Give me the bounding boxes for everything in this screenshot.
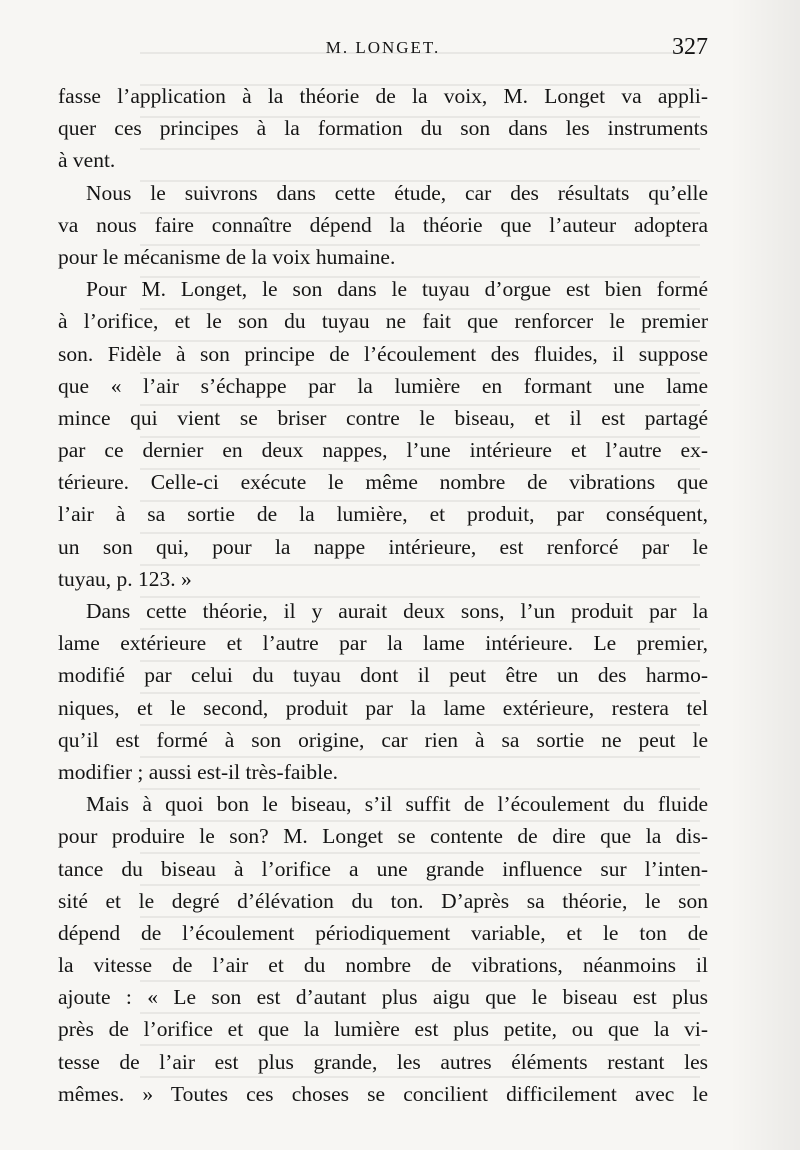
text-line: son. Fidèle à son principe de l’écoulement des fluides, il suppose <box>58 341 708 366</box>
running-head: M. LONGET. <box>325 38 441 57</box>
text-line: dépend de l’écoulement périodiquement variable, et le ton de <box>58 920 708 945</box>
page-header <box>58 34 708 70</box>
page-number: 327 <box>672 34 708 60</box>
text-line: niques, et le second, produit par la lame extérieure, restera tel <box>58 695 708 720</box>
text-line: mêmes. » Toutes ces choses se concilient difficilement avec le <box>58 1081 708 1106</box>
text-line: qu’il est formé à son origine, car rien à sa sortie ne peut le <box>58 727 708 752</box>
text-line: tance du biseau à l’orifice a une grande influence sur l’inten- <box>58 856 708 881</box>
text-line: la vitesse de l’air et du nombre de vibrations, néanmoins il <box>58 953 708 978</box>
text-line: près de l’orifice et que la lumière est plus petite, ou que la vi- <box>58 1017 708 1042</box>
page-edge-shadow <box>730 0 800 1150</box>
text-line: fasse l’application à la théorie de la voix, M. Longet va appli- <box>58 84 708 108</box>
text-line: pour produire le son? M. Longet se contente de dire que la dis- <box>58 824 708 849</box>
text-line: ajoute : « Le son est d’autant plus aigu que le biseau est plus <box>58 985 708 1010</box>
text-line: Dans cette théorie, il y aurait deux sons, l’un produit par la <box>86 599 708 623</box>
text-line: tesse de l’air est plus grande, les autres éléments restant les <box>58 1049 708 1074</box>
text-line: à vent. <box>58 148 116 173</box>
text-line: un son qui, pour la nappe intérieure, est renforcé par le <box>58 534 708 559</box>
text-line: lame extérieure et l’autre par la lame intérieure. Le premier, <box>58 631 708 656</box>
text-line: quer ces principes à la formation du son dans les instruments <box>58 116 708 141</box>
text-line: que « l’air s’échappe par la lumière en formant une lame <box>58 373 708 398</box>
text-line: sité et le degré d’élévation du ton. D’après sa théorie, le son <box>58 888 708 913</box>
text-line: tuyau, p. 123. » <box>58 566 192 591</box>
text-line: modifier ; aussi est-il très-faible. <box>58 759 339 784</box>
text-line: Mais à quoi bon le biseau, s’il suffit de l’écoulement du fluide <box>86 792 708 817</box>
text-line: par ce dernier en deux nappes, l’une intérieure et l’autre ex- <box>58 438 708 463</box>
text-line: mince qui vient se briser contre le biseau, et il est partagé <box>58 405 708 430</box>
text-line: térieure. Celle-ci exécute le même nombre de vibrations que <box>58 470 708 495</box>
text-line: l’air à sa sortie de la lumière, et produit, par conséquent, <box>58 502 708 527</box>
text-line: pour le mécanisme de la voix humaine. <box>58 244 396 269</box>
text-line: Nous le suivrons dans cette étude, car des résultats qu’elle <box>86 180 708 205</box>
text-line: à l’orifice, et le son du tuyau ne fait que renforcer le premier <box>58 309 708 334</box>
text-line: va nous faire connaître dépend la théorie que l’auteur adoptera <box>58 212 708 237</box>
body-text <box>58 80 708 1110</box>
text-line: modifié par celui du tuyau dont il peut être un des harmo- <box>58 663 708 688</box>
text-line: Pour M. Longet, le son dans le tuyau d’orgue est bien formé <box>86 277 708 302</box>
